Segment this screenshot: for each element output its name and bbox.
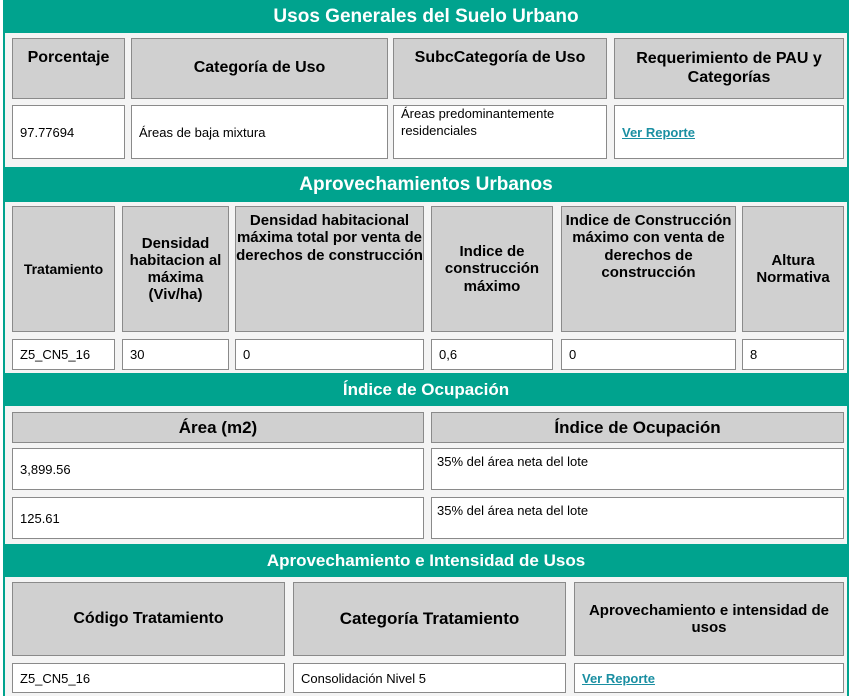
ver-reporte-link-pau[interactable]: Ver Reporte [622, 124, 695, 140]
categoria-tratamiento-value: Consolidación Nivel 5 [293, 663, 566, 693]
porcentaje-value: 97.77694 [12, 105, 125, 159]
indice-ocupacion-value-2: 35% del área neta del lote [431, 497, 844, 539]
altura-normativa-value: 8 [742, 339, 844, 370]
intensidad-report-cell [574, 663, 844, 693]
tratamiento-value: Z5_CN5_16 [12, 339, 115, 370]
header-densidad-habitacional: Densidad habitacion al máxima (Viv/ha) [122, 206, 229, 332]
pau-report-cell [614, 105, 844, 159]
header-aprovechamiento-intensidad: Aprovechamiento e intensidad de usos [574, 582, 844, 656]
header-categoria-uso: Categoría de Uso [131, 38, 388, 99]
ocupacion-section-title: Índice de Ocupación [3, 373, 849, 406]
categoria-uso-value: Áreas de baja mixtura [131, 105, 388, 159]
header-categoria-tratamiento: Categoría Tratamiento [293, 582, 566, 656]
codigo-tratamiento-value: Z5_CN5_16 [12, 663, 285, 693]
header-indice-construccion-venta: Indice de Construcción máximo con venta de derechos de construcción [561, 206, 736, 332]
header-subcategoria-uso: SubcCategoría de Uso [393, 38, 607, 99]
header-porcentaje: Porcentaje [12, 38, 125, 99]
header-densidad-venta-derechos: Densidad habitacional máxima total por venta de derechos de construcción [235, 206, 424, 332]
header-indice-construccion: Indice de construcción máximo [431, 206, 553, 332]
header-indice-ocupacion: Índice de Ocupación [431, 412, 844, 443]
indice-ocupacion-value-1: 35% del área neta del lote [431, 448, 844, 490]
densidad-habitacional-value: 30 [122, 339, 229, 370]
indice-construccion-value: 0,6 [431, 339, 553, 370]
usos-section-title: Usos Generales del Suelo Urbano [3, 0, 849, 33]
header-area-m2: Área (m2) [12, 412, 424, 443]
ver-reporte-link-intensidad[interactable]: Ver Reporte [582, 670, 655, 686]
aprovechamientos-section-title: Aprovechamientos Urbanos [3, 167, 849, 202]
header-codigo-tratamiento: Código Tratamiento [12, 582, 285, 656]
header-requerimiento-pau: Requerimiento de PAU y Categorías [614, 38, 844, 99]
area-value-1: 3,899.56 [12, 448, 424, 490]
intensidad-section-title: Aprovechamiento e Intensidad de Usos [3, 544, 849, 577]
subcategoria-uso-value: Áreas predominantemente residenciales [393, 105, 607, 159]
header-altura-normativa: Altura Normativa [742, 206, 844, 332]
densidad-venta-value: 0 [235, 339, 424, 370]
area-value-2: 125.61 [12, 497, 424, 539]
indice-construccion-venta-value: 0 [561, 339, 736, 370]
header-tratamiento: Tratamiento [12, 206, 115, 332]
